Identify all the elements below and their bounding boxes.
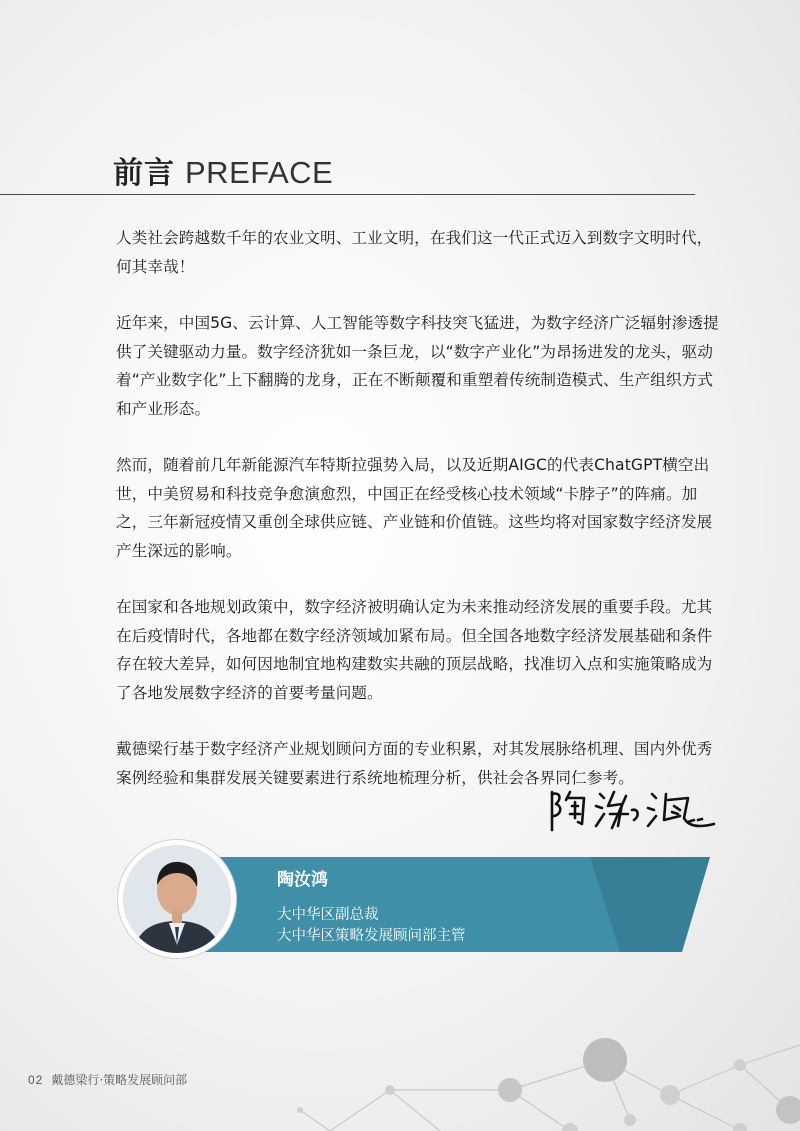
author-avatar [118,840,236,958]
author-title-1: 大中华区副总裁 [277,907,379,923]
person-icon [123,845,231,953]
author-title-2: 大中华区策略发展顾问部主管 [277,928,466,944]
footer-label: 戴德梁行·策略发展顾问部 [51,1073,188,1087]
network-decoration-icon [270,1020,800,1131]
page-title [113,148,333,192]
page-title-cn: 前言 [113,156,175,191]
title-divider [0,194,695,195]
page-number: 02 [28,1073,44,1087]
paragraph-5: 戴德梁行基于数字经济产业规划顾问方面的专业积累，对其发展脉络机理、国内外优秀案例经验和集群发展关键要素进行系统地梳理分析，供社会各界同仁参考。 [116,740,713,787]
paragraph-3: 然而，随着前几年新能源汽车特斯拉强势入局，以及近期AIGC的代表ChatGPT横空出世，中美贸易和科技竞争愈演愈烈，中国正在经受核心技术领域“卡脖子”的阵痛。加之，三年新冠疫情又重创全球供应链、产业链和价值链。这些均将对国家数字经济发展产生深远的影响。 [116,456,713,560]
author-signature [548,786,718,834]
paragraph-4: 在国家和各地规划政策中，数字经济被明确认定为未来推动经济发展的重要手段。尤其在后疫情时代，各地都在数字经济领域加紧布局。但全国各地数字经济发展基础和条件存在较大差异，如何因地制宜地构建数实共融的顶层战略，找准切入点和实施策略成为了各地发展数字经济的首要考量问题。 [116,598,713,702]
paragraph-1: 人类社会跨越数千年的农业文明、工业文明，在我们这一代正式迈入到数字文明时代，何其幸哉！ [116,229,713,276]
author-name: 陶汝鸿 [277,870,328,890]
page-title-en: PREFACE [185,155,334,190]
page-footer [28,1071,187,1088]
preface-body [116,224,728,820]
paragraph-2: 近年来，中国5G、云计算、人工智能等数字科技突飞猛进，为数字经济广泛辐射渗透提供了关键驱动力量。数字经济犹如一条巨龙，以“数字产业化”为昂扬进发的龙头，驱动着“产业数字化”上下翻腾的龙身，正在不断颠覆和重塑着传统制造模式、生产组织方式和产业形态。 [116,314,719,418]
